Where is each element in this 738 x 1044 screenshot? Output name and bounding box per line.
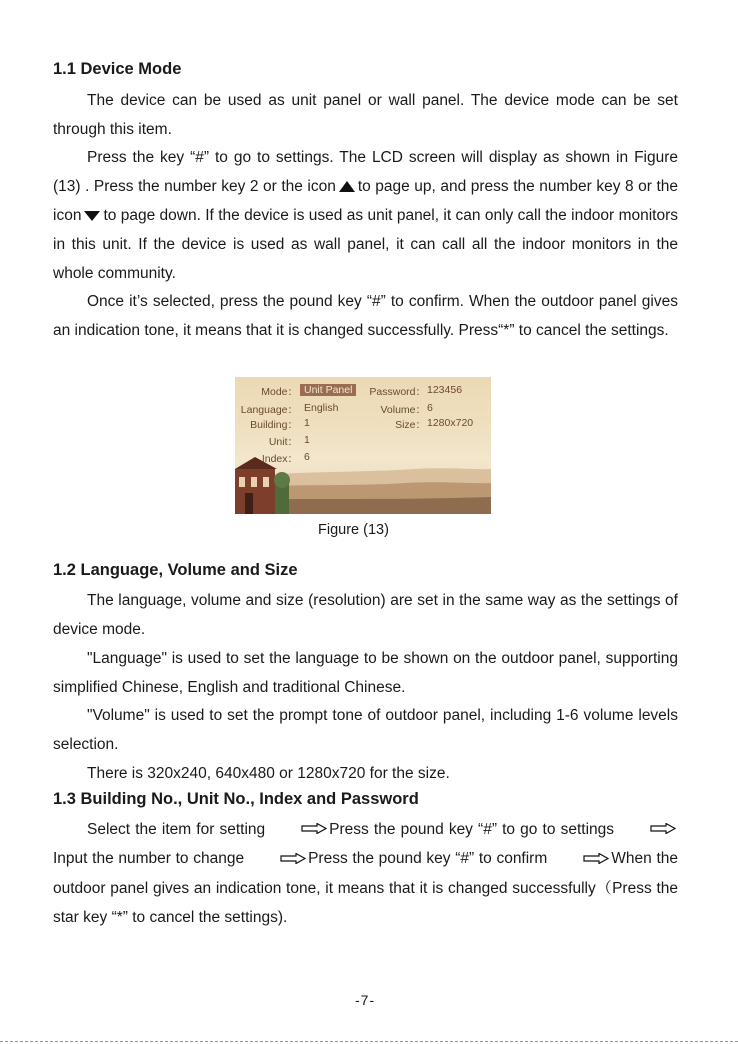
text-run: Select the item for setting [87, 821, 266, 838]
building-label: Building： [250, 419, 298, 431]
triangle-down-icon [84, 211, 100, 221]
index-value[interactable]: 6 [304, 451, 310, 463]
paragraph-page-navigation [53, 143, 678, 288]
page-bottom-rule [0, 1041, 738, 1042]
paragraph: The device can be used as unit panel or wall panel. The device mode can be set through this item. [53, 92, 678, 138]
volume-value[interactable]: 6 [427, 402, 433, 414]
text-run: Press the key “#” to go to settings. The LCD screen will display as shown in Figure (13) . Press the number key 2 or the icon [53, 149, 678, 195]
mode-value-selected[interactable]: Unit Panel [300, 384, 356, 396]
text-run: Press the pound key “#” to confirm [308, 850, 548, 868]
section-heading-building-unit-index-password: 1.3 Building No., Unit No., Index and Password [53, 790, 419, 808]
triangle-up-icon [339, 181, 355, 192]
size-value[interactable]: 1280x720 [427, 417, 474, 429]
lcd-settings-screen [235, 377, 491, 514]
paragraph: "Language" is used to set the language to be shown on the outdoor panel, supporting simplified Chinese, English and traditional Chinese. [53, 650, 678, 696]
figure-caption: Figure (13) [318, 522, 389, 538]
text-run: Press the pound key “#” to go to settings [329, 821, 615, 838]
mode-label: Mode： [261, 386, 298, 398]
paragraph: There is 320x240, 640x480 or 1280x720 for the size. [87, 765, 450, 782]
paragraph-setting-steps [53, 815, 678, 932]
text-run: to page down. If the device is used as unit panel, it can only call the indoor monitors in this unit. If the device is used as wall panel, it can call all the indoor monitors in the whole community. [53, 207, 678, 282]
language-label: Language： [240, 404, 298, 416]
building-value[interactable]: 1 [304, 417, 310, 429]
unit-label: Unit： [268, 436, 298, 448]
right-arrow-icon [267, 815, 327, 844]
paragraph: Once it’s selected, press the pound key “#” to confirm. When the outdoor panel gives an indication tone, it means that it is changed successfully. Press“*” to cancel the settings. [53, 293, 678, 339]
size-label: Size： [395, 419, 426, 431]
password-value[interactable]: 123456 [427, 384, 463, 396]
text-run: Input the number to change [53, 850, 245, 868]
paragraph: The language, volume and size (resolution) are set in the same way as the settings of device mode. [53, 592, 678, 638]
index-label: Index： [261, 453, 298, 465]
password-label: Password： [369, 386, 426, 398]
paragraph: "Volume" is used to set the prompt tone of outdoor panel, including 1-6 volume levels selection. [53, 707, 678, 753]
volume-label: Volume： [380, 404, 426, 416]
text-run: to page up, and press the number key 8 or the icon [53, 178, 678, 224]
section-heading-language-volume-size: 1.2 Language, Volume and Size [53, 561, 298, 579]
right-arrow-icon [246, 845, 306, 874]
right-arrow-icon [549, 845, 609, 874]
text-run: When the outdoor panel gives an indication tone, it means that it is changed successfully（Press the star key “*” to cancel the settings). [53, 850, 678, 926]
unit-value[interactable]: 1 [304, 434, 310, 446]
language-value[interactable]: English [304, 402, 339, 414]
page-number: -7- [355, 992, 376, 1008]
section-heading-device-mode: 1.1 Device Mode [53, 60, 182, 78]
right-arrow-icon [616, 815, 676, 844]
